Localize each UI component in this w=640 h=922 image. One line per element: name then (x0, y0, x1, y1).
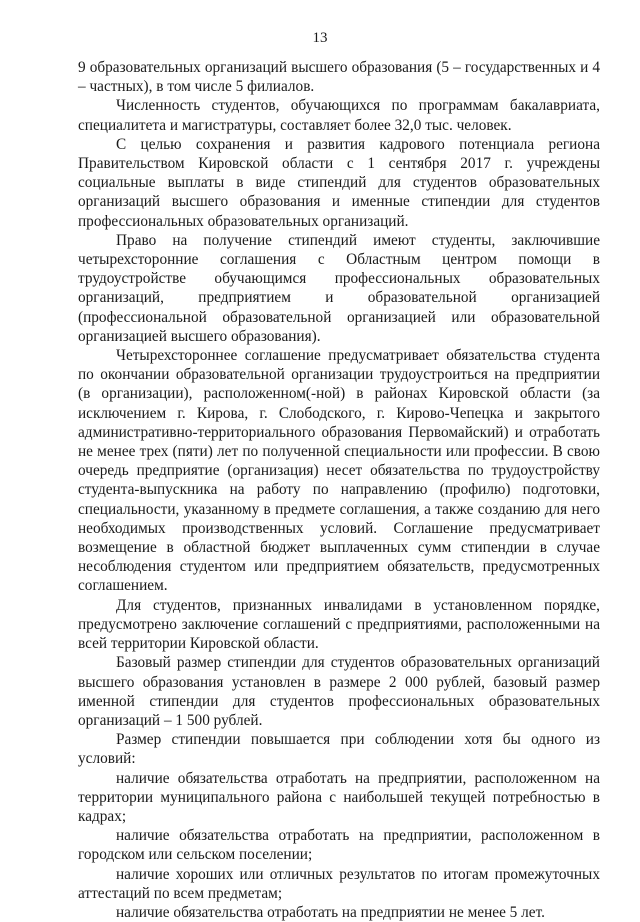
page-number: 13 (312, 30, 328, 46)
list-item-condition-five-years: наличие обязательства отработать на предприятии не менее 5 лет. (116, 903, 545, 921)
paragraph-agreement-terms: Четырехстороннее соглашение предусматривает обязательства студента по окончании образовательной организации трудоустроиться на предприятии (в организации), расположенном(-ной) в районах Кировской области (за исключением г. Кирова, г. Слободского, г. Кирово-Чепецка и закрытого административно-территориального образования Первомайский) и отработать не менее трех (пяти) лет по полученной специальности или профессии. В свою очередь предприятие (организация) несет обязательства по трудоустройству студента-выпускника на работу по направлению (профилю) подготовки, специальности, указанному в предмете соглашения, а также созданию для него необходимых производственных условий. Соглашение предусматривает возмещение в областной бюджет выплаченных сумм стипендии в случае несоблюдения студентом или предприятием обязательств, предусмотренных соглашением. (78, 347, 600, 595)
paragraph-stipend-purpose: С целью сохранения и развития кадрового потенциала региона Правительством Кировской области с 1 сентября 2017 г. учреждены социальные выплаты в виде стипендий для студентов образовательных организаций высшего образования и именные стипендии для студентов профессиональных образовательных организаций. (78, 135, 600, 230)
list-item-condition-grades: наличие хороших или отличных результатов по итогам промежуточных аттестаций по всем предметам; (78, 865, 600, 902)
paragraph-eligibility: Право на получение стипендий имеют студенты, заключившие четырехсторонние соглашения с Областным центром помощи в трудоустройстве обучающимся профессиональных образовательных организаций, предприятием и образовательной организацией (профессиональной образовательной организацией или образовательной организацией высшего образования). (78, 231, 600, 345)
list-item-condition-district: наличие обязательства отработать на предприятии, расположенном на территории муниципального района с наибольшей текущей потребностью в кадрах; (78, 769, 600, 825)
paragraph-base-amount: Базовый размер стипендии для студентов образовательных организаций высшего образования установлен в размере 2 000 рублей, базовый размер именной стипендии для студентов профессиональных образовательных организаций – 1 500 рублей. (78, 654, 600, 729)
paragraph-disabled-students: Для студентов, признанных инвалидами в установленном порядке, предусмотрено заключение соглашений с предприятиями, расположенными на всей территории Кировской области. (78, 596, 600, 653)
document-body (78, 58, 600, 922)
list-item-condition-settlement: наличие обязательства отработать на предприятии, расположенном в городском или сельском поселении; (78, 827, 600, 864)
paragraph-student-count: Численность студентов, обучающихся по программам бакалавриата, специалитета и магистратуры, составляет более 32,0 тыс. человек. (78, 97, 600, 134)
paragraph-universities-count: 9 образовательных организаций высшего образования (5 – государственных и 4 – частных), в том числе 5 филиалов. (78, 59, 600, 96)
paragraph-increase-conditions: Размер стипендии повышается при соблюдении хотя бы одного из условий: (78, 731, 600, 768)
